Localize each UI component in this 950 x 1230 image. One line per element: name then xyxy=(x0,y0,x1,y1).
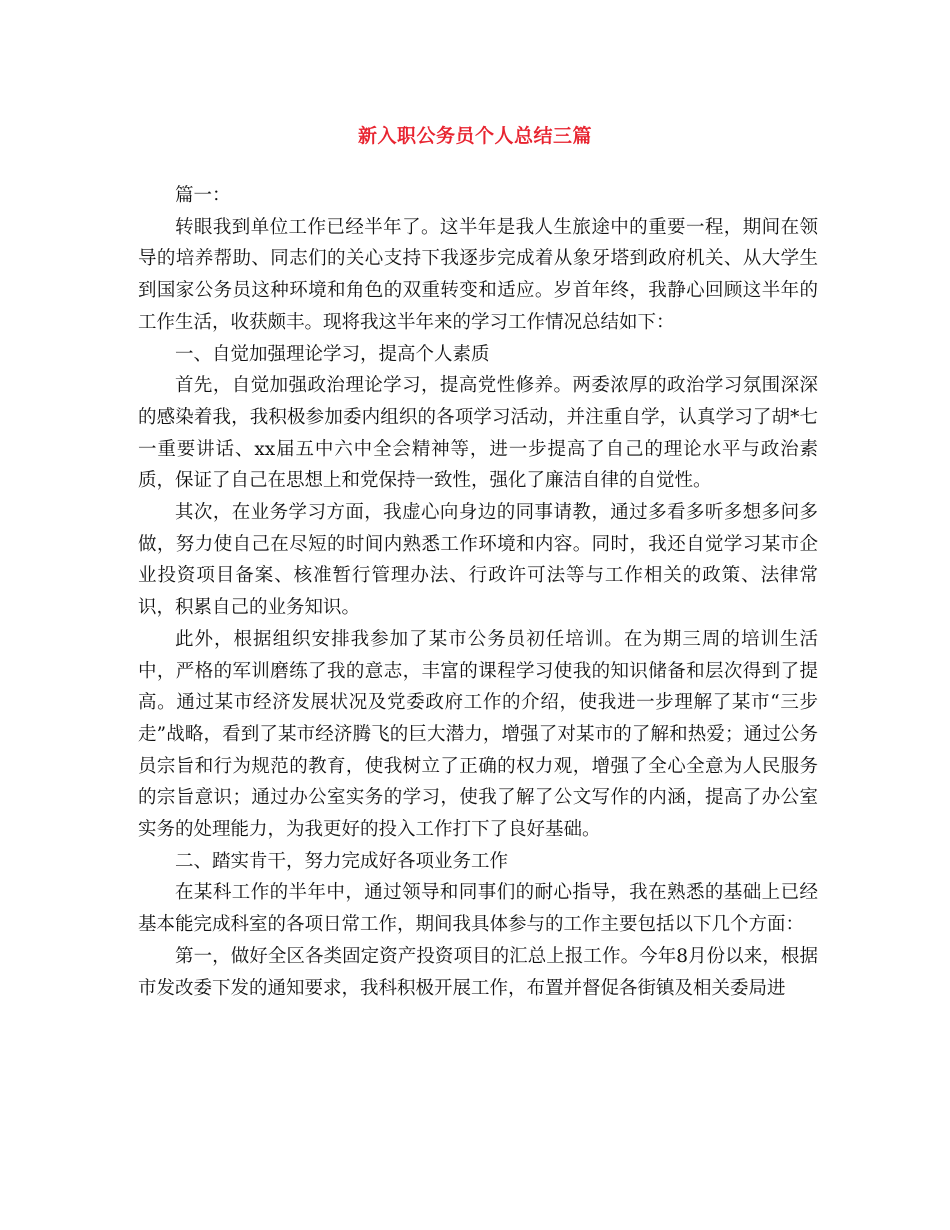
paragraph-intro: 转眼我到单位工作已经半年了。这半年是我人生旅途中的重要一程，期间在领导的培养帮助、同志们的关心支持下我逐步完成着从象牙塔到政府机关、从大学生到国家公务员这种环境和角色的双重转变和适应。岁首年终，我静心回顾这半年的工作生活，收获颇丰。现将我这半年来的学习工作情况总结如下： xyxy=(138,216,818,333)
paragraph-political-study: 首先，自觉加强政治理论学习，提高党性修养。两委浓厚的政治学习氛围深深的感染着我，我积极参加委内组织的各项学习活动，并注重自学，认真学习了胡*七一重要讲话、xx届五中六中全会精神等，进一步提高了自己的理论水平与政治素质，保证了自己在思想上和党保持一致性，强化了廉洁自律的自觉性。 xyxy=(138,375,818,492)
paragraph-business-study: 其次，在业务学习方面，我虚心向身边的同事请教，通过多看多听多想多问多做，努力使自己在尽短的时间内熟悉工作环境和内容。同时，我还自觉学习某市企业投资项目备案、核准暂行管理办法、行政许可法等与工作相关的政策、法律常识，积累自己的业务知识。 xyxy=(138,502,818,619)
section-heading-part-one: 篇一： xyxy=(175,185,231,206)
paragraph-training: 此外，根据组织安排我参加了某市公务员初任培训。在为期三周的培训生活中，严格的军训磨练了我的意志，丰富的课程学习使我的知识储备和层次得到了提高。通过某市经济发展状况及党委政府工作的介绍，使我进一步理解了某市“三步走”战略，看到了某市经济腾飞的巨大潜力，增强了对某市的了解和热爱；通过公务员宗旨和行为规范的教育，使我树立了正确的权力观，增强了全心全意为人民服务的宗旨意识；通过办公室实务的学习，使我了解了公文写作的内涵，提高了办公室实务的处理能力，为我更好的投入工作打下了良好基础。 xyxy=(138,628,818,841)
paragraph-work-first: 第一，做好全区各类固定资产投资项目的汇总上报工作。今年8月份以来，根据市发改委下发的通知要求，我科积极开展工作，布置并督促各街镇及相关委局进 xyxy=(138,945,818,999)
paragraph-work-overview: 在某科工作的半年中，通过领导和同事们的耐心指导，我在熟悉的基础上已经基本能完成科室的各项日常工作，期间我具体参与的工作主要包括以下几个方面： xyxy=(138,882,818,936)
section-heading-work: 二、踏实肯干，努力完成好各项业务工作 xyxy=(175,850,509,872)
document-title: 新入职公务员个人总结三篇 xyxy=(357,125,592,147)
section-heading-theory-study: 一、自觉加强理论学习，提高个人素质 xyxy=(175,343,490,365)
document-body xyxy=(138,180,818,1004)
